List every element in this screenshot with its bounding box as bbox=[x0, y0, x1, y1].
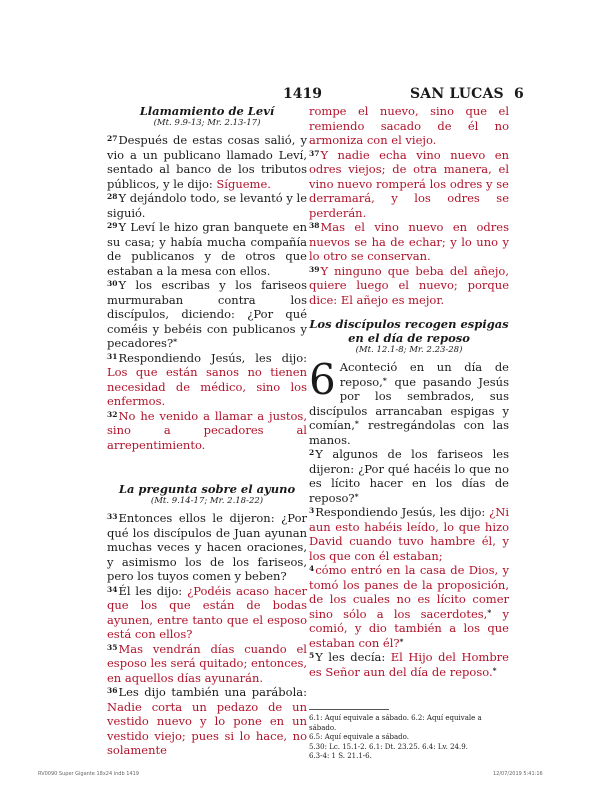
verse-number: 4 bbox=[309, 564, 315, 573]
verse-text: Y les decía: bbox=[315, 650, 391, 664]
words-of-jesus: Y ninguno que beba del añejo, quiere luego el nuevo; porque dice: El añejo es mejor. bbox=[309, 263, 509, 307]
right-column bbox=[309, 104, 509, 762]
words-of-jesus: El Hijo del Hombre es Señor aun del día de reposo. bbox=[309, 650, 509, 679]
footnote-marker: * bbox=[354, 491, 359, 501]
book-name: SAN LUCAS bbox=[410, 86, 504, 102]
verses-block bbox=[309, 447, 509, 679]
chapter-drop-cap: 6 bbox=[309, 355, 336, 404]
verse bbox=[107, 220, 307, 278]
words-of-jesus: rompe el nuevo, sino que el remiendo sacado de él no armoniza con el viejo. bbox=[309, 104, 509, 147]
section-parallel-refs: (Mt. 9.14-17; Mr. 2.18-22) bbox=[150, 496, 264, 506]
verse-text: Respondiendo Jesús, les dijo: bbox=[118, 350, 307, 365]
verse-text: Aconteció en un día de reposo, bbox=[339, 360, 509, 389]
verse-text: que pasando Jesús por los sembrados, sus discípulos arrancaban espigas y comían, bbox=[309, 374, 509, 432]
verse-text: Él les dijo: bbox=[118, 583, 188, 598]
words-of-jesus: Y nadie echa vino nuevo en odres viejos; de otra manera, el vino nuevo romperá los odres y se derramará, y los odres se perderán. bbox=[309, 147, 509, 220]
section-title: Los discípulos recogen espigas en el día de reposo bbox=[309, 317, 509, 345]
footnote-line: 6.3-4: 1 S. 21.1-6. bbox=[309, 752, 372, 760]
print-slug-left: RV0090 Super Gigante 18x24 indb 1419 bbox=[38, 771, 139, 777]
chapter-opening-verse bbox=[309, 355, 509, 447]
verse-text: Y los escribas y los fariseos murmuraban contra los discípulos, diciendo: ¿Por qué coméis y bebéis con publicanos y pecadores? bbox=[107, 278, 307, 350]
verse-number: 5 bbox=[309, 651, 315, 660]
footnote-marker: * bbox=[399, 636, 404, 646]
verse-text: Y algunos de los fariseos les dijeron: ¿Por qué hacéis lo que no es lícito hacer en los días de reposo? bbox=[309, 447, 509, 505]
verse-number: 35 bbox=[107, 642, 118, 652]
verse bbox=[107, 191, 307, 220]
words-of-jesus: Sígueme. bbox=[216, 176, 271, 191]
verse bbox=[107, 409, 307, 453]
verse bbox=[309, 447, 509, 505]
verse bbox=[309, 220, 509, 264]
words-of-jesus: ¿Podéis acaso hacer que los que están de bodas ayunen, entre tanto que el esposo está con ellos? bbox=[107, 583, 307, 641]
footnote-marker: * bbox=[492, 665, 497, 675]
verse-text: Les dijo también una parábola: bbox=[118, 685, 307, 699]
footnotes bbox=[309, 714, 509, 762]
verse bbox=[107, 278, 307, 351]
verse-number: 39 bbox=[309, 264, 320, 274]
chapter-number: 6 bbox=[514, 86, 524, 102]
running-header-page: 1419 bbox=[283, 86, 322, 102]
footnote-divider bbox=[309, 709, 389, 710]
verse bbox=[107, 511, 307, 584]
verse-text: Después de estas cosas salió, y vio a un publicano llamado Leví, sentado al banco de los tributos públicos, y le dijo: bbox=[107, 133, 307, 191]
verse-number: 2 bbox=[309, 448, 315, 457]
verse bbox=[107, 685, 307, 758]
words-of-jesus: cómo entró en la casa de Dios, y tomó los panes de la proposición, de los cuales no es lícito comer sino sólo a los sacerdotes, bbox=[309, 563, 509, 621]
verse bbox=[107, 133, 307, 191]
verse-text: Entonces ellos le dijeron: ¿Por qué los discípulos de Juan ayunan muchas veces y hacen oraciones, y asimismo los de los fariseos, pero los tuyos comen y beben? bbox=[107, 511, 307, 583]
words-of-jesus: ¿Ni aun esto habéis leído, lo que hizo David cuando tuvo hambre él, y los que con él estaban; bbox=[309, 505, 509, 563]
footnote-line: 6.5: Aquí equivale a sábado. bbox=[309, 733, 409, 741]
verse-number: 3 bbox=[309, 506, 315, 515]
verse bbox=[107, 584, 307, 642]
verse-number: 33 bbox=[107, 512, 118, 521]
print-slug-right: 12/07/2019 5:41:16 bbox=[493, 771, 543, 777]
verse-number: 31 bbox=[107, 351, 118, 361]
footnote-marker: * bbox=[382, 375, 387, 385]
words-of-jesus: y comió, y dio también a los que estaban con él? bbox=[309, 606, 509, 650]
verses-block bbox=[309, 104, 509, 307]
section-parallel-refs: (Mt. 12.1-8; Mr. 2.23-28) bbox=[355, 345, 463, 355]
verse-number: 30 bbox=[107, 279, 118, 288]
verses-block bbox=[107, 511, 307, 758]
verse-number: 37 bbox=[309, 148, 320, 158]
verse-number: 29 bbox=[107, 221, 118, 230]
footnote-marker: * bbox=[173, 337, 178, 346]
section-title: Llamamiento de Leví bbox=[139, 104, 275, 118]
words-of-jesus: Los que están sanos no tienen necesidad de médico, sino los enfermos. bbox=[107, 365, 307, 408]
verse-text: Respondiendo Jesús, les dijo: bbox=[315, 505, 490, 519]
verse-text: Y dejándolo todo, se levantó y le siguió. bbox=[107, 191, 307, 220]
section-parallel-refs: (Mt. 9.9-13; Mr. 2.13-17) bbox=[153, 118, 261, 128]
footnote-marker: * bbox=[487, 607, 492, 617]
words-of-jesus: Nadie corta un pedazo de un vestido nuevo y lo pone en un vestido viejo; pues si lo hace, no solamente bbox=[107, 699, 307, 757]
verse-number: 32 bbox=[107, 409, 118, 419]
verse bbox=[309, 148, 509, 221]
footnote-line: 6.1: Aquí equivale a sábado. 6.2: Aquí equivale a sábado. bbox=[309, 714, 482, 732]
verse-number: 34 bbox=[107, 584, 118, 594]
verse-number: 28 bbox=[107, 192, 118, 201]
verse bbox=[309, 505, 509, 563]
words-of-jesus: No he venido a llamar a justos, sino a pecadores al arrepentimiento. bbox=[107, 408, 307, 452]
verse-text: restregándolas con las manos. bbox=[309, 418, 509, 447]
verse-number: 38 bbox=[309, 221, 320, 230]
verse bbox=[309, 264, 509, 308]
verse-number: 27 bbox=[107, 134, 118, 143]
verse bbox=[309, 650, 509, 679]
left-column bbox=[107, 104, 307, 758]
footnote-line: 5.30: Lc. 15.1-2. 6.1: Dt. 23.25. 6.4: Lv. 24.9. bbox=[309, 742, 468, 751]
words-of-jesus: Mas vendrán días cuando el esposo les será quitado; entonces, en aquellos días ayunarán. bbox=[107, 641, 307, 685]
verse bbox=[309, 563, 509, 650]
verse-text: Y Leví le hizo gran banquete en su casa; y había mucha compañía de publicanos y de otros que estaban a la mesa con ellos. bbox=[107, 220, 307, 278]
verse-number: 36 bbox=[107, 686, 118, 695]
footnote-marker: * bbox=[354, 419, 359, 428]
words-of-jesus: Mas el vino nuevo en odres nuevos se ha de echar; y lo uno y lo otro se conservan. bbox=[309, 220, 509, 263]
verses-block bbox=[107, 133, 307, 452]
running-header-book bbox=[410, 86, 524, 102]
verse bbox=[107, 642, 307, 686]
section-title: La pregunta sobre el ayuno bbox=[118, 482, 296, 496]
verse bbox=[309, 104, 509, 148]
first-verse-text bbox=[309, 355, 509, 447]
verse bbox=[107, 351, 307, 409]
